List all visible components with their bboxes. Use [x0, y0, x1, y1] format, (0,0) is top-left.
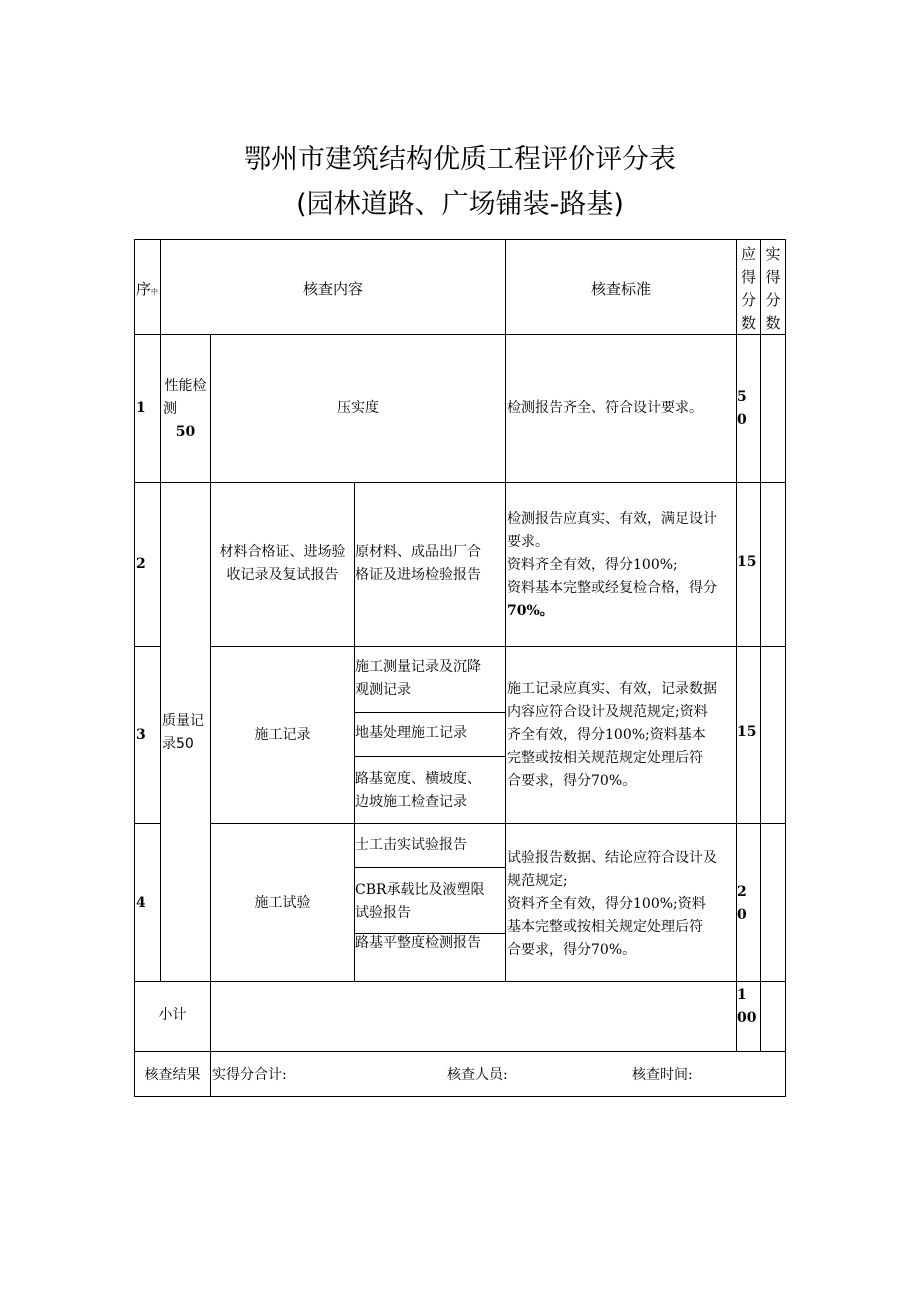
subtotal-score: 1 00	[737, 987, 757, 1026]
row-2-sub-item: 原材料、成品出厂合 格证及进场检验报告	[355, 544, 481, 583]
row-2-score: 15	[737, 554, 757, 570]
row-1-category: 性能检 测 50	[163, 378, 207, 440]
row-4-sub-item-1: 士工击实试验报告	[355, 837, 467, 853]
actual-total-label: 实得分合计:	[212, 1067, 287, 1083]
subtotal-label: 小计	[158, 1007, 187, 1023]
col-divider	[505, 240, 506, 981]
sub-row-divider	[354, 712, 505, 713]
result-label: 核查结果	[144, 1067, 201, 1083]
row-4-no: 4	[136, 895, 146, 911]
row-3-sub-item-1: 施工测量记录及沉降 观测记录	[355, 659, 481, 698]
row-4-sub-item-3: 路基平整度检测报告	[355, 935, 481, 951]
header-content: 核查内容	[302, 280, 363, 298]
quality-records-category: 质量记 录50	[162, 713, 204, 752]
sub-row-divider	[354, 867, 505, 868]
row-divider	[210, 823, 785, 824]
row-2-no: 2	[136, 556, 146, 572]
row-3-sub-item-2: 地基处理施工记录	[355, 725, 467, 741]
row-2-item: 材料合格证、进场验 收记录及复试报告	[219, 544, 346, 583]
row-divider	[135, 482, 785, 483]
row-3-standard: 施工记录应真实、有效，记录数据 内容应符合设计及规范规定;资料 齐全有效，得分100%;资料基本 完整或按相关规范规定处理后符 合要求，得分70%。	[507, 681, 717, 789]
row-divider	[135, 646, 160, 647]
inspector-label: 核查人员:	[447, 1067, 508, 1083]
score-table	[134, 239, 786, 1097]
row-divider	[135, 823, 160, 824]
title-line-1: 鄂州市建筑结构优质工程评价评分表	[244, 144, 676, 175]
col-divider	[736, 240, 737, 1051]
row-4-standard: 试验报告数据、结论应符合设计及 规范规定; 资料齐全有效，得分100%;资料 基本完整或按相关规定处理后符 合要求，得分70%。	[507, 850, 717, 958]
header-actual-score: 实 得 分 数	[765, 245, 781, 332]
row-4-sub-item-2: CBR承载比及液塑限 试验报告	[355, 882, 485, 921]
inspection-time-label: 核查时间:	[632, 1067, 693, 1083]
row-1-standard: 检测报告齐全、符合设计要求。	[507, 400, 703, 416]
row-3-no: 3	[136, 727, 146, 743]
row-2-standard: 检测报告应真实、有效，满足设计 要求。 资料齐全有效，得分100%; 资料基本完整或经复检合格，得分 70%。	[507, 511, 717, 619]
row-divider	[135, 334, 785, 335]
col-divider	[760, 240, 761, 1051]
row-4-item: 施工试验	[254, 895, 311, 911]
row-1-score: 5 0	[737, 389, 747, 428]
row-3-item: 施工记录	[254, 727, 311, 743]
col-divider	[210, 981, 211, 1096]
row-1-item: 压实度	[337, 400, 379, 416]
sub-row-divider	[354, 756, 505, 757]
row-4-score: 2 0	[737, 884, 747, 923]
row-3-score: 15	[737, 724, 757, 740]
col-divider	[160, 240, 161, 981]
header-should-score: 应 得 分 数	[740, 245, 756, 332]
row-divider	[135, 1051, 785, 1052]
row-1-no: 1	[136, 400, 146, 416]
header-seq: 序中	[136, 280, 159, 298]
row-divider	[210, 646, 785, 647]
row-divider	[135, 981, 785, 982]
title-line-2: (园林道路、广场铺装-路基)	[296, 189, 624, 220]
header-standard: 核查标准	[590, 280, 651, 298]
row-3-sub-item-3: 路基宽度、横坡度、 边坡施工检查记录	[355, 771, 481, 810]
